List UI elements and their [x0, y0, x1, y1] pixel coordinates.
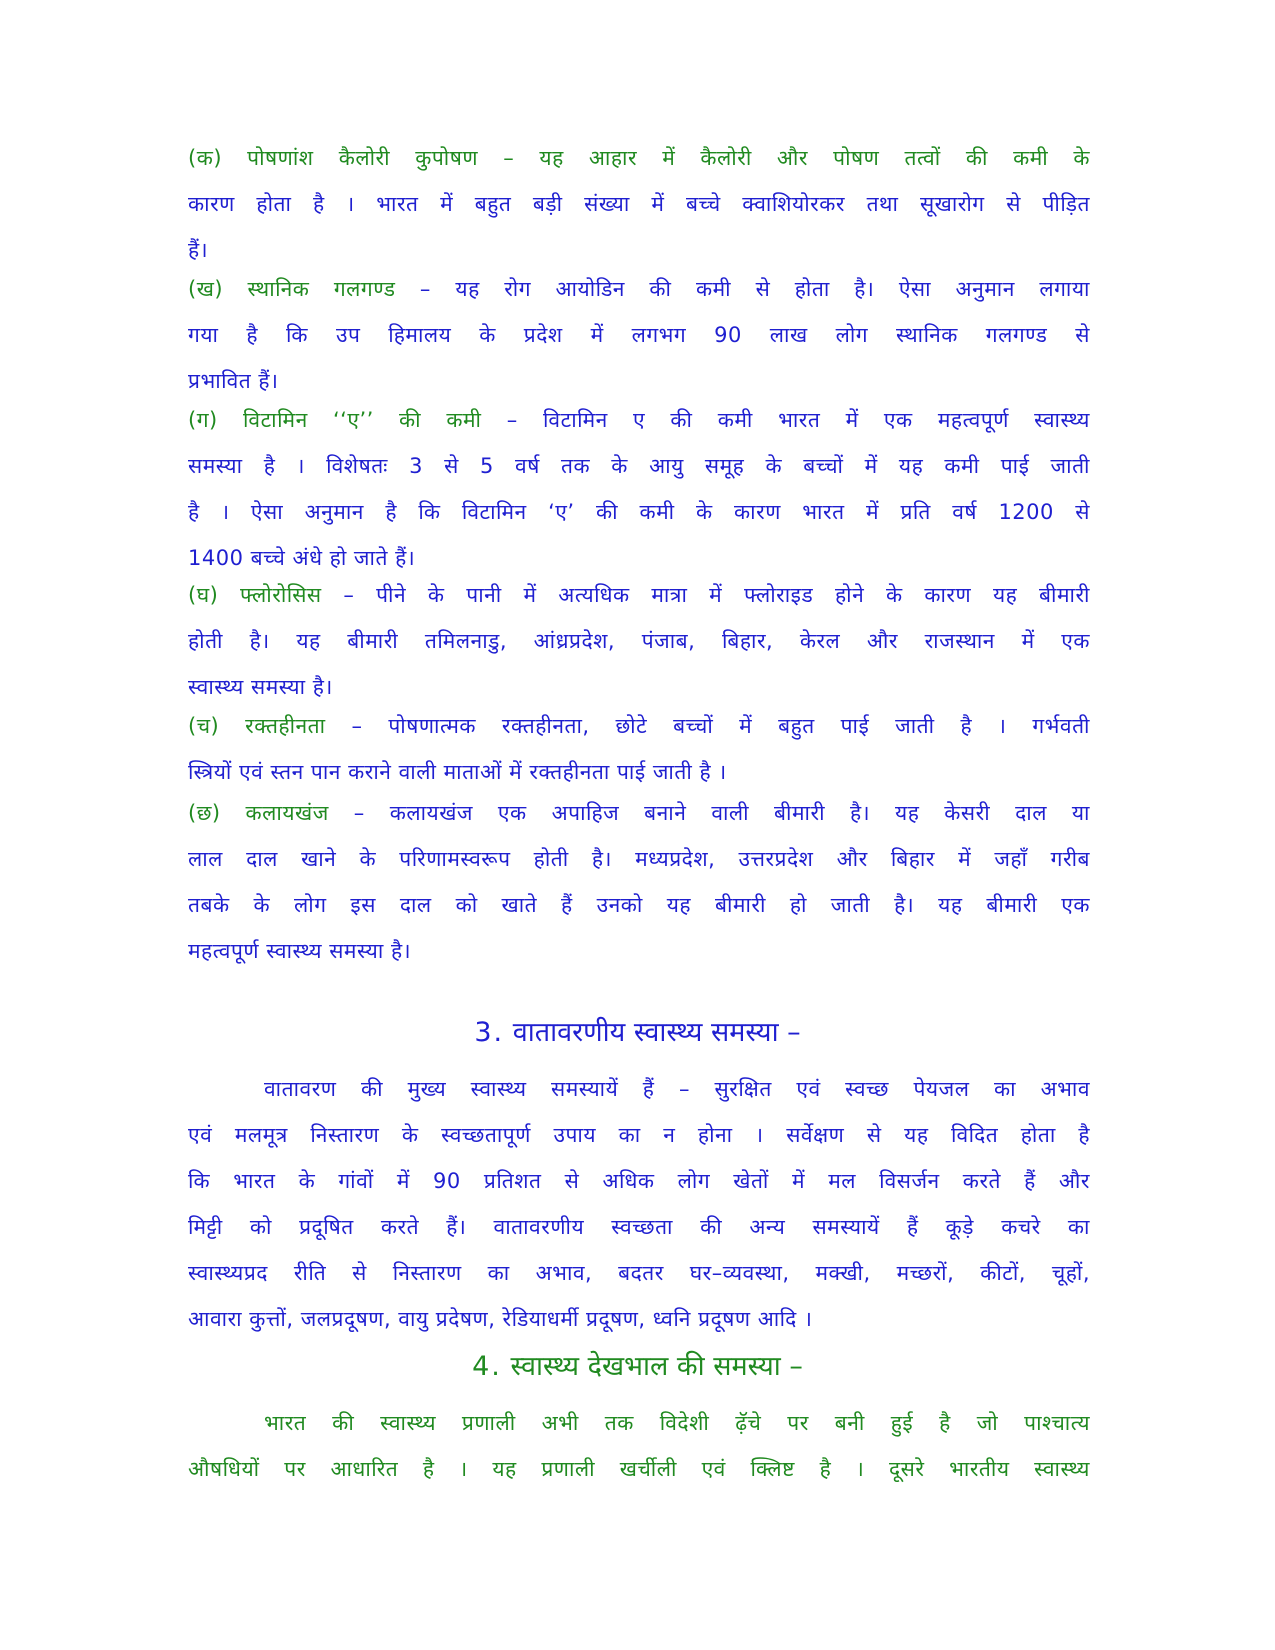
heading-4-title: स्वास्थ्य देखभाल की समस्या –: [510, 1351, 803, 1382]
section-gha-line-2: होती है। यह बीमारी तमिलनाडु, आंध्रप्रदेश, पंजाब, बिहार, केरल और राजस्थान में एक: [188, 629, 1090, 653]
section-ka-label: (क) पोषणांश कैलोरी कुपोषण: [188, 146, 479, 170]
heading-4-number: 4.: [472, 1351, 502, 1382]
para3-line-3: कि भारत के गांवों में 90 प्रतिशत से अधिक लोग खेतों में मल विसर्जन करते हैं और: [188, 1169, 1090, 1193]
para3-line-2: एवं मलमूत्र निस्तारण के स्वच्छतापूर्ण उपाय का न होना । सर्वेक्षण से यह विदित होता है: [188, 1123, 1090, 1147]
section-kha-text-1: – यह रोग आयोडिन की कमी से होता है। ऐसा अनुमान लगाया: [395, 277, 1090, 301]
section-gha-label: (घ) फ्लोरोसिस: [188, 583, 322, 607]
section-cha: [188, 703, 1090, 795]
section-chha: [188, 790, 1090, 974]
section-kha-line-3: प्रभावित हैं।: [188, 369, 279, 393]
section-ga-line-1: [188, 397, 1090, 443]
section-ka-line-1: [188, 135, 1090, 181]
section-ka-line-2: कारण होता है । भारत में बहुत बड़ी संख्या में बच्चे क्वाशियोरकर तथा सूखारोग से पीड़ित: [188, 192, 1090, 216]
para3-line-6: आवारा कुत्तों, जलप्रदूषण, वायु प्रदेषण, रेडियाधर्मी प्रदूषण, ध्वनि प्रदूषण आदि ।: [188, 1307, 813, 1331]
section-cha-line-2: स्त्रियों एवं स्तन पान कराने वाली माताओं में रक्तहीनता पाई जाती है ।: [188, 760, 727, 784]
section-chha-line-3: तबके के लोग इस दाल को खाते हैं उनको यह बीमारी हो जाती है। यह बीमारी एक: [188, 893, 1090, 917]
section-gha: [188, 572, 1090, 710]
heading-health-care: [0, 1342, 1275, 1392]
para3-line-1: वातावरण की मुख्य स्वास्थ्य समस्यायें हैं – सुरक्षित एवं स्वच्छ पेयजल का अभाव: [264, 1077, 1090, 1101]
section-cha-label: (च) रक्तहीनता: [188, 714, 326, 738]
paragraph-health-care: [188, 1400, 1090, 1492]
section-chha-text-1: – कलायखंज एक अपाहिज बनाने वाली बीमारी है। यह केसरी दाल या: [328, 801, 1090, 825]
section-kha-label: (ख) स्थानिक गलगण्ड: [188, 277, 396, 301]
section-ka: [188, 135, 1090, 273]
section-ga-line-3: है । ऐसा अनुमान है कि विटामिन ‘ए’ की कमी के कारण भारत में प्रति वर्ष 1200 से: [188, 500, 1090, 524]
section-ga-text-1: – विटामिन ए की कमी भारत में एक महत्वपूर्ण स्वास्थ्य: [481, 408, 1090, 432]
section-chha-line-4: महत्वपूर्ण स्वास्थ्य समस्या है।: [188, 939, 412, 963]
section-ka-text-1: – यह आहार में कैलोरी और पोषण तत्वों की कमी के: [478, 146, 1090, 170]
section-kha-line-1: [188, 266, 1090, 312]
section-ga-label: (ग) विटामिन ‘‘ए’’ की कमी: [188, 408, 482, 432]
paragraph-environmental-health: [188, 1066, 1090, 1342]
section-ga: [188, 397, 1090, 581]
section-cha-text-1: – पोषणात्मक रक्तहीनता, छोटे बच्चों में बहुत पाई जाती है । गर्भवती: [325, 714, 1090, 738]
heading-environmental-health: [0, 1008, 1275, 1058]
section-chha-label: (छ) कलायखंज: [188, 801, 329, 825]
section-gha-text-1: – पीने के पानी में अत्यधिक मात्रा में फ्लोराइड होने के कारण यह बीमारी: [321, 583, 1090, 607]
section-kha-line-2: गया है कि उप हिमालय के प्रदेश में लगभग 90 लाख लोग स्थानिक गलगण्ड से: [188, 323, 1090, 347]
para3-line-5: स्वास्थ्यप्रद रीति से निस्तारण का अभाव, बदतर घर–व्यवस्था, मक्खी, मच्छरों, कीटों, चूहों,: [188, 1261, 1090, 1285]
section-cha-line-1: [188, 703, 1090, 749]
para3-line-4: मिट्टी को प्रदूषित करते हैं। वातावरणीय स्वच्छता की अन्य समस्यायें हैं कूड़े कचरे का: [188, 1215, 1090, 1239]
para4-line-1: भारत की स्वास्थ्य प्रणाली अभी तक विदेशी ढ़ॅचे पर बनी हुई है जो पाश्चात्य: [264, 1411, 1090, 1435]
section-chha-line-1: [188, 790, 1090, 836]
section-gha-line-1: [188, 572, 1090, 618]
section-ga-line-2: समस्या है । विशेषतः 3 से 5 वर्ष तक के आयु समूह के बच्चों में यह कमी पाई जाती: [188, 454, 1090, 478]
heading-3-title: वातावरणीय स्वास्थ्य समस्या –: [512, 1017, 801, 1048]
para4-line-2: औषधियों पर आधारित है । यह प्रणाली खर्चीली एवं क्लिष्ट है । दूसरे भारतीय स्वास्थ्य: [188, 1457, 1090, 1481]
section-kha: [188, 266, 1090, 404]
section-gha-line-3: स्वास्थ्य समस्या है।: [188, 675, 333, 699]
heading-3-number: 3.: [474, 1017, 505, 1048]
section-chha-line-2: लाल दाल खाने के परिणामस्वरूप होती है। मध्यप्रदेश, उत्तरप्रदेश और बिहार में जहाँ गरीब: [188, 847, 1090, 871]
section-ka-line-3: हैं।: [188, 238, 209, 262]
section-ga-line-4: 1400 बच्चे अंधे हो जाते हैं।: [188, 546, 416, 570]
